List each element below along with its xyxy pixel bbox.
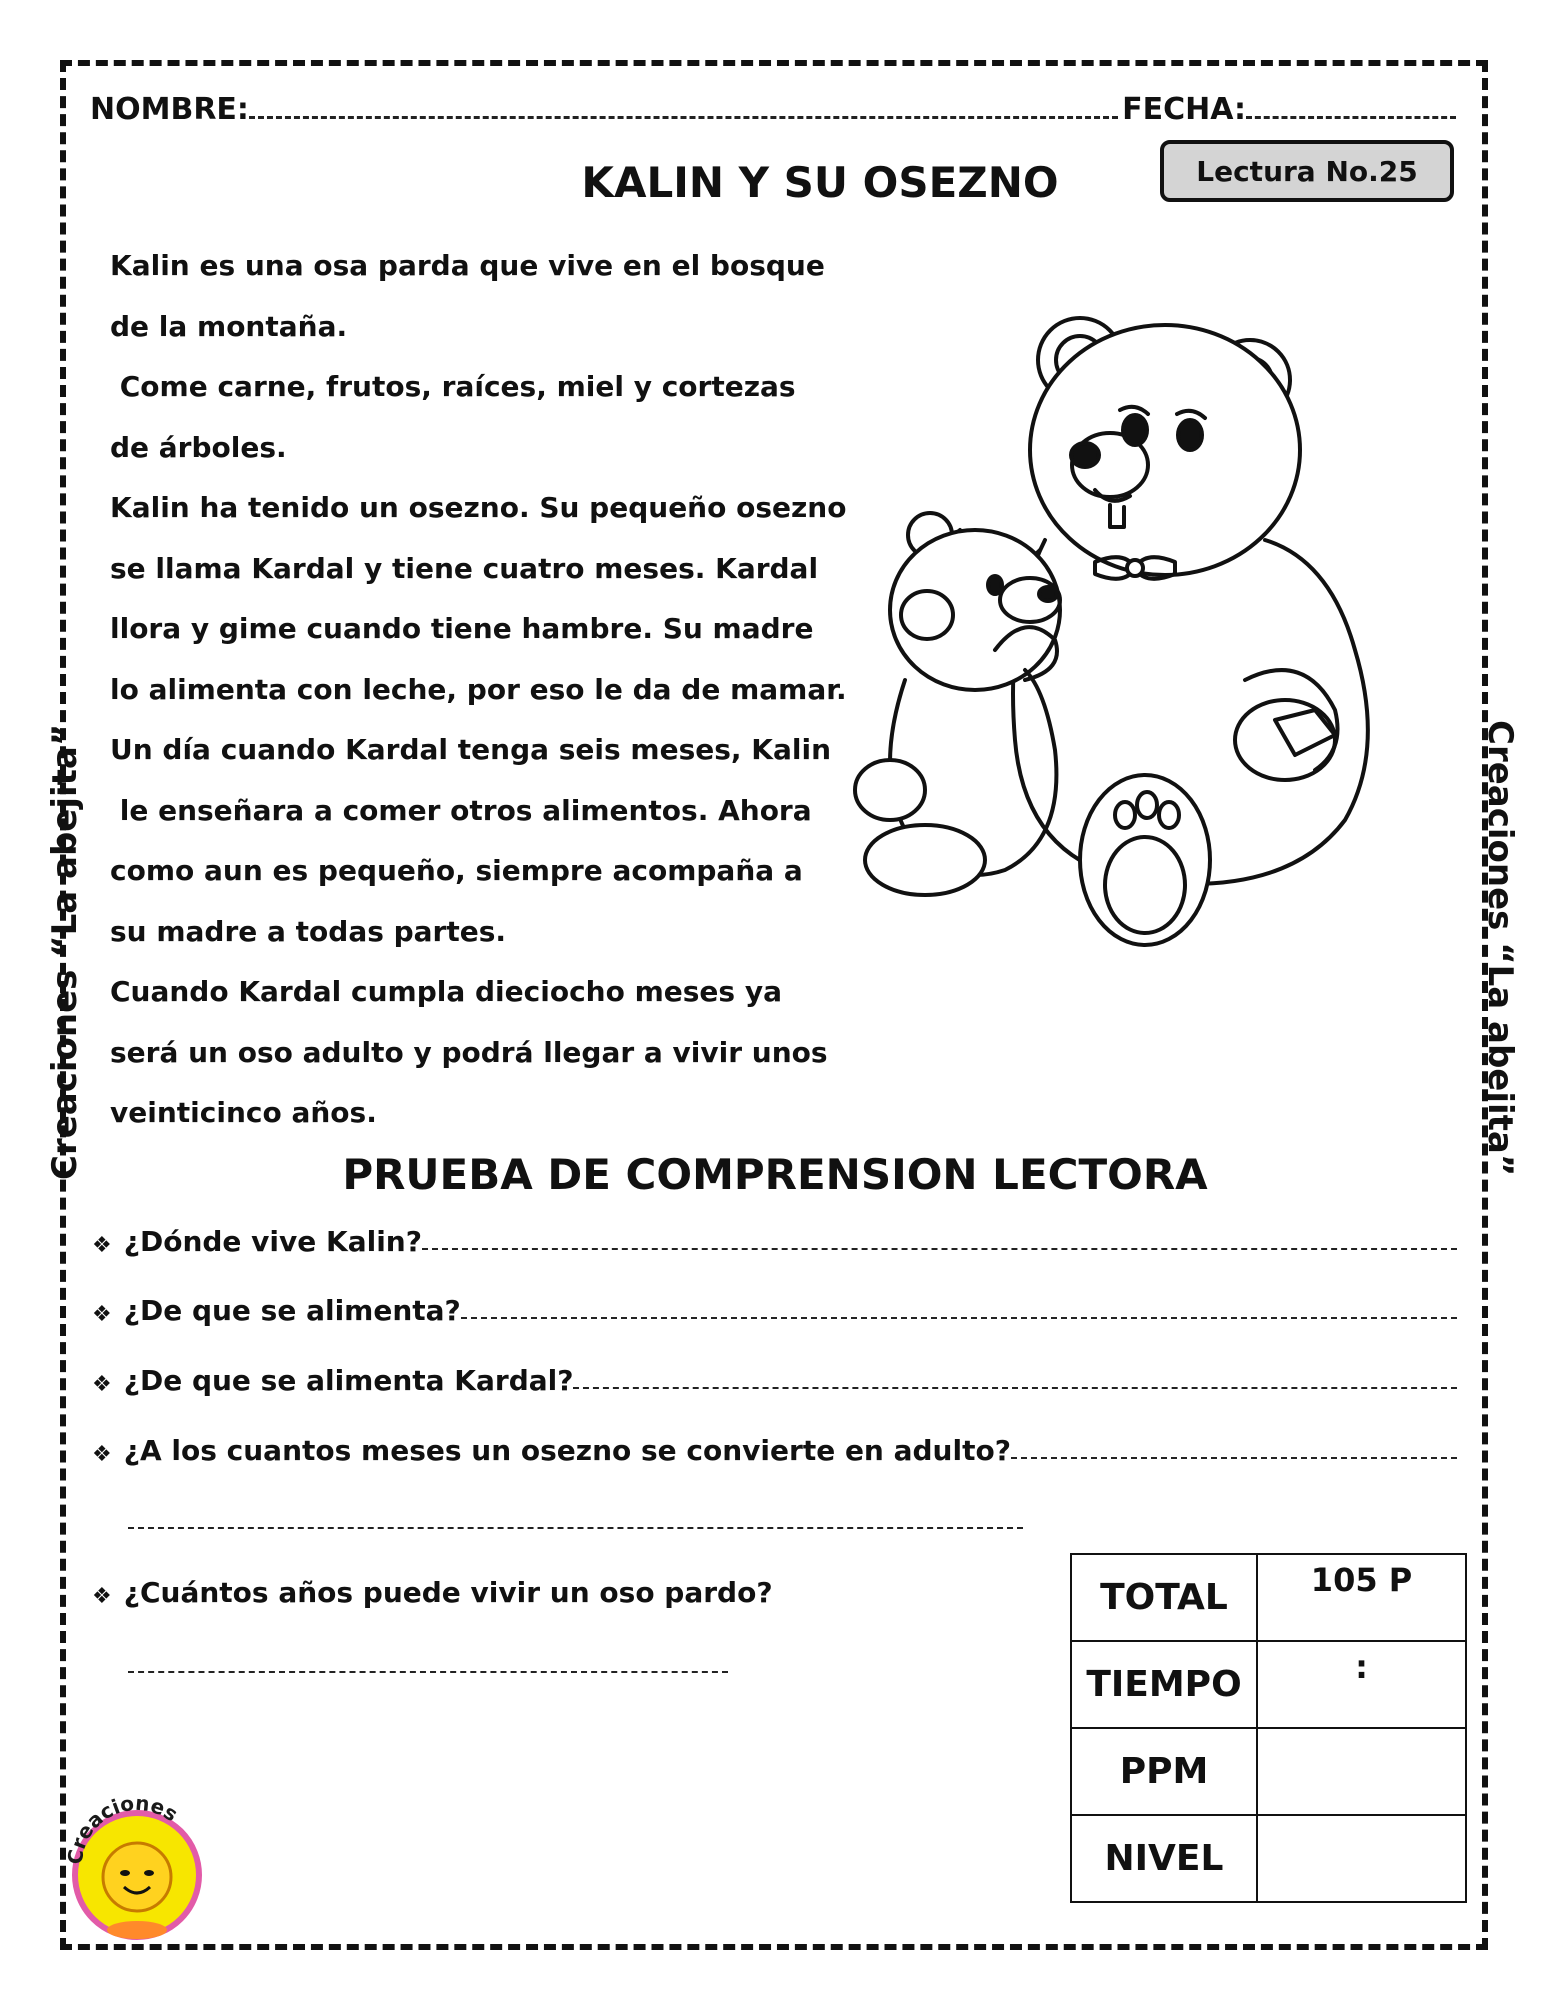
diamond-bullet-icon: ❖ xyxy=(92,1584,112,1609)
question-3 xyxy=(92,1364,1457,1397)
story-line: su madre a todas partes. xyxy=(110,914,507,948)
answer-field[interactable] xyxy=(422,1247,1457,1250)
bee-logo-icon xyxy=(62,1795,212,1940)
story-line: llora y gime cuando tiene hambre. Su madre xyxy=(110,612,814,645)
score-label: NIVEL xyxy=(1071,1815,1257,1902)
score-label: PPM xyxy=(1071,1728,1257,1815)
story-line: Kalin ha tenido un osezno. Su pequeño osezno xyxy=(110,491,847,524)
question-2 xyxy=(92,1294,1457,1327)
date-field[interactable] xyxy=(1246,115,1456,119)
score-value[interactable] xyxy=(1257,1815,1466,1902)
side-credit-left: Creaciones “La abejita” xyxy=(45,723,85,1180)
diamond-bullet-icon: ❖ xyxy=(92,1442,112,1467)
score-label: TIEMPO xyxy=(1071,1641,1257,1728)
name-field[interactable] xyxy=(249,115,1118,119)
answer-field[interactable] xyxy=(1011,1456,1457,1459)
story-line: Kalin es una osa parda que vive en el bosque xyxy=(110,249,825,282)
date-label: FECHA: xyxy=(1122,92,1246,127)
score-value[interactable] xyxy=(1257,1728,1466,1815)
score-row-ppm xyxy=(1071,1728,1466,1815)
answer-field[interactable] xyxy=(573,1386,1457,1389)
question-text: ¿Cuántos años puede vivir un oso pardo? xyxy=(123,1576,773,1609)
story-line: será un oso adulto y podrá llegar a vivir unos xyxy=(110,1035,828,1069)
score-value[interactable]: : xyxy=(1257,1641,1466,1728)
story-line: veinticinco años. xyxy=(110,1096,377,1129)
question-text: ¿Dónde vive Kalin? xyxy=(123,1225,422,1258)
header-line xyxy=(90,92,1460,127)
question-text: ¿A los cuantos meses un osezno se convierte en adulto? xyxy=(123,1434,1011,1467)
score-table xyxy=(1070,1553,1467,1903)
story-text xyxy=(110,236,847,1144)
question-4 xyxy=(92,1434,1457,1467)
story-line: le enseñara a comer otros alimentos. Ahora xyxy=(110,793,812,827)
story-line: de la montaña. xyxy=(110,309,348,343)
name-label: NOMBRE: xyxy=(90,92,249,127)
story-line: se llama Kardal y tiene cuatro meses. Kardal xyxy=(110,551,819,585)
logo-text: Creaciones xyxy=(62,1795,183,1866)
story-line: de árboles. xyxy=(110,430,287,464)
diamond-bullet-icon: ❖ xyxy=(92,1372,112,1397)
answer-field[interactable] xyxy=(461,1316,1457,1319)
diamond-bullet-icon: ❖ xyxy=(92,1233,112,1258)
question-5 xyxy=(92,1576,852,1609)
answer-field[interactable] xyxy=(128,1526,1023,1529)
story-line: Un día cuando Kardal tenga seis meses, Kalin xyxy=(110,733,832,766)
question-text: ¿De que se alimenta Kardal? xyxy=(123,1364,574,1397)
score-row-total xyxy=(1071,1554,1466,1641)
score-label: TOTAL xyxy=(1071,1554,1257,1641)
question-text: ¿De que se alimenta? xyxy=(123,1294,461,1327)
diamond-bullet-icon: ❖ xyxy=(92,1302,112,1327)
answer-field[interactable] xyxy=(128,1670,728,1673)
bears-illustration xyxy=(845,300,1400,980)
side-credit-right: Creaciones “La abejita” xyxy=(1480,720,1520,1177)
page-title: KALIN Y SU OSEZNO xyxy=(581,158,1059,207)
story-line: Cuando Kardal cumpla dieciocho meses ya xyxy=(110,975,782,1008)
score-value[interactable]: 105 P xyxy=(1257,1554,1466,1641)
score-row-level xyxy=(1071,1815,1466,1902)
story-line: Come carne, frutos, raíces, miel y cortezas xyxy=(110,370,796,403)
question-1 xyxy=(92,1225,1457,1258)
lectura-badge: Lectura No.25 xyxy=(1160,140,1454,202)
story-line: lo alimenta con leche, por eso le da de mamar. xyxy=(110,672,847,706)
score-row-time xyxy=(1071,1641,1466,1728)
story-line: como aun es pequeño, siempre acompaña a xyxy=(110,854,803,887)
quiz-title: PRUEBA DE COMPRENSION LECTORA xyxy=(342,1150,1208,1199)
